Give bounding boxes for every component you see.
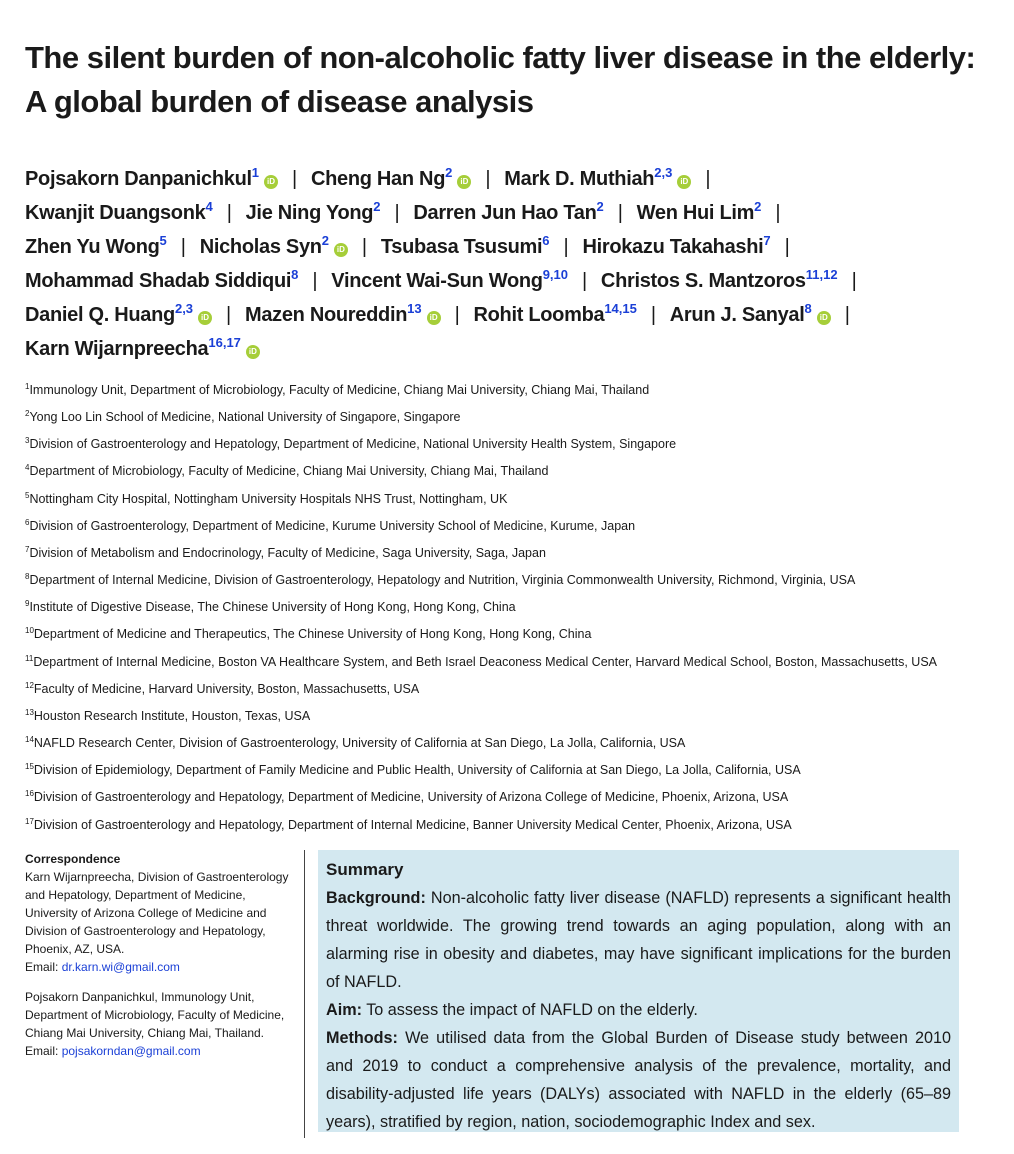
affiliation-number: 16 bbox=[25, 789, 34, 799]
author-affil-ref[interactable]: 13 bbox=[407, 301, 422, 316]
methods-label: Methods: bbox=[326, 1029, 398, 1047]
author-name: Christos S. Mantzoros bbox=[600, 270, 806, 292]
affiliation-text: Yong Loo Lin School of Medicine, National University of Singapore, Singapore bbox=[29, 410, 461, 425]
author-affil-ref[interactable]: 8 bbox=[804, 301, 812, 316]
orcid-icon[interactable]: iD bbox=[246, 345, 260, 359]
correspondence-address-2: Pojsakorn Danpanichkul, Immunology Unit, Department of Microbiology, Faculty of Medicine, Chiang Mai University, Chiang Mai, Thailand. bbox=[25, 990, 285, 1040]
correspondence-email-line-1 bbox=[25, 958, 290, 976]
author-affil-ref[interactable]: 2 bbox=[596, 199, 604, 214]
author-name: Arun J. Sanyal bbox=[669, 304, 805, 326]
author-separator: | bbox=[394, 202, 400, 224]
affiliation-text: Department of Internal Medicine, Division of Gastroenterology, Hepatology and Nutrition, Virginia Commonwealth University, Richmond, Virginia, USA bbox=[29, 573, 856, 588]
author-name: Cheng Han Ng bbox=[310, 168, 446, 190]
affiliation-number: 6 bbox=[25, 517, 30, 527]
author-line-3 bbox=[25, 224, 1000, 258]
affiliation-text: Houston Research Institute, Houston, Texas, USA bbox=[33, 709, 311, 724]
summary-background bbox=[326, 884, 951, 996]
correspondence-block bbox=[25, 850, 290, 1060]
affiliation bbox=[25, 433, 975, 452]
email-label: Email: bbox=[25, 960, 59, 974]
email-link-1[interactable]: dr.karn.wi@gmail.com bbox=[61, 960, 180, 974]
affiliation-number: 5 bbox=[25, 490, 30, 500]
affiliation bbox=[25, 732, 975, 751]
author-affil-ref[interactable]: 5 bbox=[159, 233, 167, 248]
summary-aim bbox=[326, 996, 951, 1024]
affiliation-text: Division of Gastroenterology and Hepatology, Department of Internal Medicine, Banner University Medical Center, Phoenix, Arizona, USA bbox=[33, 817, 792, 832]
affiliation-text: Division of Gastroenterology, Department of Medicine, Kurume University School of Medicine, Kurume, Japan bbox=[29, 518, 636, 533]
correspondence-address-1: Karn Wijarnpreecha, Division of Gastroenterology and Hepatology, Department of Medicine, University of Arizona College of Medicine and Division of Gastroenterology and Hepatology, Phoenix, AZ, USA. bbox=[25, 870, 289, 956]
author-name: Karn Wijarnpreecha bbox=[25, 338, 209, 360]
author-separator: | bbox=[844, 304, 850, 326]
background-label: Background: bbox=[326, 889, 426, 907]
affiliation bbox=[25, 759, 975, 778]
author-affil-ref[interactable]: 16,17 bbox=[208, 335, 241, 350]
author-line-2 bbox=[25, 190, 1000, 224]
affiliation-list bbox=[25, 379, 975, 841]
affiliation bbox=[25, 406, 975, 425]
orcid-icon[interactable]: iD bbox=[198, 311, 212, 325]
orcid-icon[interactable]: iD bbox=[264, 175, 278, 189]
author-name: Mohammad Shadab Siddiqui bbox=[25, 270, 292, 292]
column-divider bbox=[304, 850, 305, 1138]
summary-methods bbox=[326, 1024, 951, 1136]
author-separator: | bbox=[485, 168, 491, 190]
affiliation-number: 8 bbox=[25, 572, 30, 582]
orcid-icon[interactable]: iD bbox=[334, 243, 348, 257]
affiliation bbox=[25, 814, 975, 833]
affiliation-number: 1 bbox=[25, 382, 30, 391]
background-text: Non-alcoholic fatty liver disease (NAFLD) represents a significant health threat worldwide. The growing trend towards an aging population, along with an alarming rise in obesity and diabetes, may have significant implications for the burden of NAFLD. bbox=[326, 889, 951, 991]
author-separator: | bbox=[851, 270, 857, 292]
orcid-icon[interactable]: iD bbox=[677, 175, 691, 189]
affiliation-text: Division of Gastroenterology and Hepatology, Department of Medicine, National University Health System, Singapore bbox=[29, 437, 677, 452]
author-affil-ref[interactable]: 9,10 bbox=[542, 267, 569, 282]
affiliation-number: 10 bbox=[25, 626, 34, 636]
affiliation bbox=[25, 678, 975, 697]
author-name: Vincent Wai-Sun Wong bbox=[331, 270, 543, 292]
author-line-4 bbox=[25, 258, 1000, 292]
author-line-1 bbox=[25, 156, 1000, 190]
author-separator: | bbox=[312, 270, 318, 292]
author-list bbox=[25, 156, 1000, 360]
author-separator: | bbox=[617, 202, 623, 224]
affiliation-text: Department of Microbiology, Faculty of Medicine, Chiang Mai University, Chiang Mai, Thailand bbox=[29, 464, 549, 479]
author-separator: | bbox=[226, 202, 232, 224]
affiliation bbox=[25, 379, 975, 398]
affiliation-text: Division of Epidemiology, Department of Family Medicine and Public Health, University of California at San Diego, La Jolla, California, USA bbox=[33, 763, 801, 778]
author-separator: | bbox=[650, 304, 656, 326]
orcid-icon[interactable]: iD bbox=[427, 311, 441, 325]
affiliation-text: Faculty of Medicine, Harvard University, Boston, Massachusetts, USA bbox=[33, 681, 420, 696]
affiliation bbox=[25, 786, 975, 805]
author-separator: | bbox=[582, 270, 587, 292]
affiliation-text: Division of Gastroenterology and Hepatology, Department of Medicine, University of Arizona College of Medicine, Phoenix, Arizona, USA bbox=[33, 790, 789, 805]
author-name: Daniel Q. Huang bbox=[25, 304, 175, 326]
correspondence-heading: Correspondence bbox=[25, 852, 121, 866]
author-line-5 bbox=[25, 292, 1000, 326]
affiliation-number: 3 bbox=[25, 436, 30, 446]
affiliation-number: 12 bbox=[25, 680, 34, 690]
author-name: Zhen Yu Wong bbox=[25, 236, 160, 258]
email-link-2[interactable]: pojsakorndan@gmail.com bbox=[61, 1044, 201, 1058]
author-name: Mazen Noureddin bbox=[244, 304, 408, 326]
author-name: Jie Ning Yong bbox=[245, 202, 374, 224]
orcid-icon[interactable]: iD bbox=[817, 311, 831, 325]
affiliation bbox=[25, 705, 975, 724]
summary-heading: Summary bbox=[326, 860, 404, 879]
affiliation-text: Immunology Unit, Department of Microbiology, Faculty of Medicine, Chiang Mai University, Chiang Mai, Thailand bbox=[29, 383, 650, 398]
author-separator: | bbox=[361, 236, 367, 258]
correspondence-email-line-2 bbox=[25, 1042, 290, 1060]
affiliation-text: NAFLD Research Center, Division of Gastroenterology, University of California at San Diego, La Jolla, California, USA bbox=[33, 736, 686, 751]
affiliation bbox=[25, 515, 975, 534]
author-separator: | bbox=[226, 304, 231, 326]
methods-text: We utilised data from the Global Burden of Disease study between 2010 and 2019 to conduct a comprehensive analysis of the prevalence, mortality, and disability-adjusted life years (DALYs) associated with NAFLD in the elderly (65–89 years), stratified by region, nation, sociodemographic Index and sex. bbox=[326, 1029, 952, 1131]
affiliation bbox=[25, 542, 975, 561]
author-name: Tsubasa Tsusumi bbox=[380, 236, 543, 258]
summary-box bbox=[318, 850, 959, 1132]
affiliation-number: 11 bbox=[25, 653, 34, 663]
author-affil-ref[interactable]: 11,12 bbox=[805, 267, 838, 282]
affiliation bbox=[25, 488, 975, 507]
author-affil-ref[interactable]: 2,3 bbox=[654, 165, 673, 180]
author-separator: | bbox=[705, 168, 711, 190]
affiliation-number: 2 bbox=[25, 409, 30, 419]
aim-label: Aim: bbox=[326, 1001, 362, 1019]
affiliation-number: 9 bbox=[25, 599, 30, 609]
author-name: Hirokazu Takahashi bbox=[582, 236, 764, 258]
affiliation-text: Department of Internal Medicine, Boston VA Healthcare System, and Beth Israel Deaconess Medical Center, Harvard Medical School, Boston, Massachusetts, USA bbox=[33, 654, 937, 669]
affiliation-number: 4 bbox=[25, 463, 30, 473]
author-name: Rohit Loomba bbox=[473, 304, 605, 326]
author-separator: | bbox=[454, 304, 460, 326]
affiliation bbox=[25, 651, 975, 670]
email-label: Email: bbox=[25, 1044, 59, 1058]
author-affil-ref[interactable]: 1 bbox=[251, 165, 260, 180]
affiliation-number: 7 bbox=[25, 544, 30, 554]
author-name: Nicholas Syn bbox=[199, 236, 322, 258]
affiliation-text: Institute of Digestive Disease, The Chinese University of Hong Kong, Hong Kong, China bbox=[29, 600, 516, 615]
affiliation-number: 14 bbox=[25, 735, 34, 745]
author-separator: | bbox=[775, 202, 781, 224]
author-affil-ref[interactable]: 2 bbox=[321, 233, 329, 248]
author-affil-ref[interactable]: 6 bbox=[542, 233, 550, 248]
author-name: Pojsakorn Danpanichkul bbox=[25, 168, 252, 190]
author-affil-ref[interactable]: 2 bbox=[445, 165, 453, 180]
affiliation-number: 15 bbox=[25, 762, 34, 772]
author-name: Wen Hui Lim bbox=[636, 202, 755, 224]
author-separator: | bbox=[784, 236, 790, 258]
author-separator: | bbox=[563, 236, 569, 258]
affiliation bbox=[25, 623, 975, 642]
article-title: The silent burden of non-alcoholic fatty liver disease in the elderly: A global burden of disease analysis bbox=[25, 40, 976, 119]
orcid-icon[interactable]: iD bbox=[457, 175, 471, 189]
author-affil-ref[interactable]: 2 bbox=[754, 199, 762, 214]
author-name: Kwanjit Duangsonk bbox=[25, 202, 206, 224]
author-separator: | bbox=[292, 168, 297, 190]
aim-text: To assess the impact of NAFLD on the elderly. bbox=[366, 1001, 698, 1019]
author-affil-ref[interactable]: 2,3 bbox=[174, 301, 194, 316]
author-affil-ref[interactable]: 8 bbox=[291, 267, 299, 282]
affiliation-number: 17 bbox=[25, 816, 34, 826]
author-affil-ref[interactable]: 14,15 bbox=[604, 301, 637, 316]
author-name: Darren Jun Hao Tan bbox=[413, 202, 597, 224]
author-affil-ref[interactable]: 7 bbox=[763, 233, 771, 248]
affiliation-text: Department of Medicine and Therapeutics, The Chinese University of Hong Kong, Hong Kong, China bbox=[33, 627, 592, 642]
author-name: Mark D. Muthiah bbox=[504, 168, 655, 190]
author-affil-ref[interactable]: 2 bbox=[373, 199, 381, 214]
affiliation-text: Division of Metabolism and Endocrinology, Faculty of Medicine, Saga University, Saga, Japan bbox=[29, 546, 546, 561]
affiliation-text: Nottingham City Hospital, Nottingham University Hospitals NHS Trust, Nottingham, UK bbox=[29, 491, 508, 506]
author-affil-ref[interactable]: 4 bbox=[205, 199, 213, 214]
affiliation bbox=[25, 596, 975, 615]
affiliation-number: 13 bbox=[25, 707, 34, 717]
author-line-6 bbox=[25, 326, 1000, 360]
affiliation bbox=[25, 569, 975, 588]
author-separator: | bbox=[180, 236, 186, 258]
affiliation bbox=[25, 460, 975, 479]
